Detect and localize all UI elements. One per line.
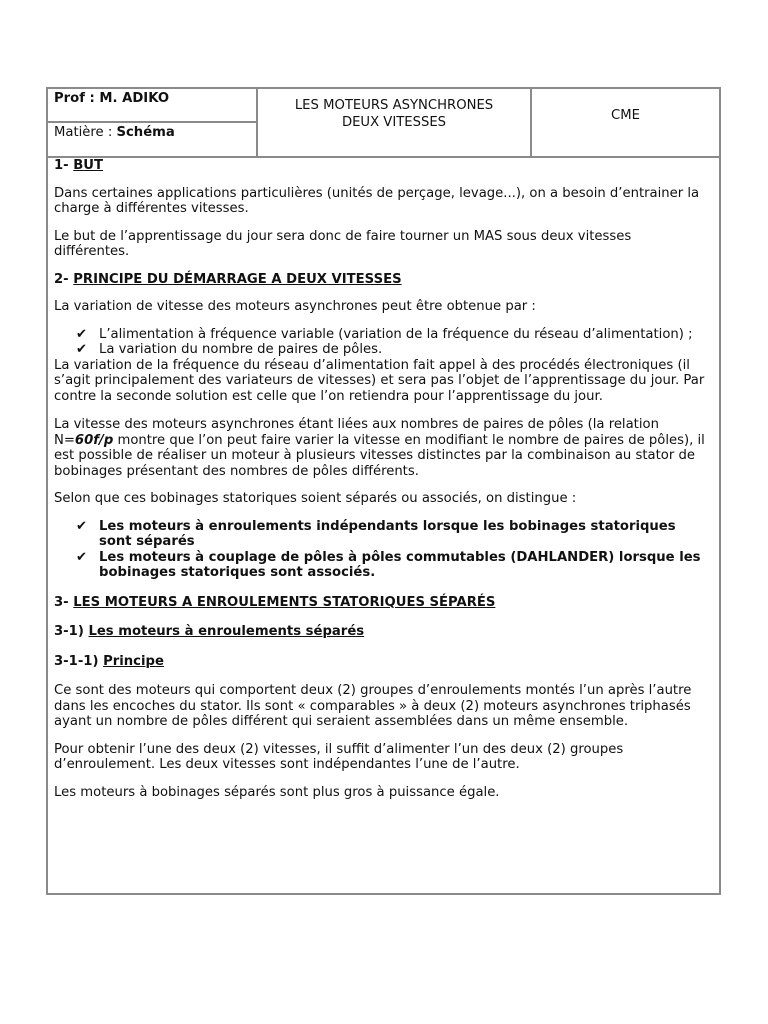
section-2-selon-paragraph: Selon que ces bobinages statoriques soient séparés ou associés, on distingue : xyxy=(54,491,577,506)
section-3-1-heading: 3-1) Les moteurs à enroulements séparés xyxy=(54,624,365,639)
section-3-paragraph-3: Les moteurs à bobinages séparés sont plus gros à puissance égale. xyxy=(54,784,500,800)
checkmark-icon: ✔ xyxy=(76,518,88,534)
section-3-1-1-heading: 3-1-1) Principe xyxy=(54,653,164,669)
header-divider xyxy=(48,121,256,123)
checkmark-icon: ✔ xyxy=(76,342,88,357)
section-3-paragraph-2: Pour obtenir l’une des deux (2) vitesses, il suffit d’alimenter l’un des deux (2) groupes d’enroulement. Les deux vitesses sont indépendantes l’une de l’autre. xyxy=(54,741,624,772)
section-2-heading: 2- PRINCIPE DU DÉMARRAGE A DEUX VITESSES xyxy=(54,271,402,287)
header-title-cell xyxy=(258,89,532,156)
subject-value: Schéma xyxy=(116,125,175,140)
speed-formula: 60f/p xyxy=(74,432,114,448)
document-frame xyxy=(46,87,721,895)
checkmark-icon: ✔ xyxy=(76,549,88,565)
header-code-cell xyxy=(532,89,719,156)
header-table xyxy=(48,89,719,158)
list-item: ✔ La variation du nombre de paires de pôles. xyxy=(76,342,383,357)
course-code: CME xyxy=(611,108,640,123)
section-1-heading: 1- BUT xyxy=(54,158,104,173)
section-3-paragraph-1: Ce sont des moteurs qui comportent deux (2) groupes d’enroulements montés l’un après l’autre dans les encoches du stator. Ils sont « comparables » à deux (2) moteurs asynchrones triphasés ayant un nombre de pôles différent qui seraient assemblées dans un même ensemble. xyxy=(54,683,692,729)
title-line-2: DEUX VITESSES xyxy=(341,115,447,130)
list-item: ✔ Les moteurs à couplage de pôles à pôles commutables (DAHLANDER) lorsque les bobinages statoriques sont associés. xyxy=(76,549,701,580)
checkmark-icon: ✔ xyxy=(76,326,88,342)
section-1-paragraph-1: Dans certaines applications particulières (unités de perçage, levage...), on a besoin d’entrainer la charge à différentes vitesses. xyxy=(54,185,700,216)
list-item: ✔ Les moteurs à enroulements indépendants lorsque les bobinages statoriques sont séparés xyxy=(76,518,676,549)
header-left-cell xyxy=(48,89,258,156)
subject xyxy=(54,125,175,140)
subject-label: Matière : xyxy=(54,125,117,140)
prof-name: Prof : M. ADIKO xyxy=(54,91,170,106)
section-2-intro: La variation de vitesse des moteurs asynchrones peut être obtenue par : xyxy=(54,299,536,314)
section-2-speed-paragraph: La vitesse des moteurs asynchrones étant liées aux nombres de paires de pôles (la relation N=60f/p montre que l’on peut faire varier la vitesse en modifiant le nombre de paires de pôles), il est possible de réaliser un moteur à plusieurs vitesses distinctes par la combinaison au stator de bobinages présentant des nombres de pôles différents. xyxy=(54,417,705,479)
motor-types-list xyxy=(54,519,709,581)
variation-methods-list xyxy=(54,327,709,358)
document-body xyxy=(54,156,709,800)
section-3-heading: 3- LES MOTEURS A ENROULEMENTS STATORIQUES SÉPARÉS xyxy=(54,594,496,610)
list-item: ✔ L’alimentation à fréquence variable (variation de la fréquence du réseau d’alimentation) ; xyxy=(76,326,693,342)
section-1-paragraph-2: Le but de l’apprentissage du jour sera donc de faire tourner un MAS sous deux vitesses différentes. xyxy=(54,228,632,259)
section-2-frequency-paragraph: La variation de la fréquence du réseau d’alimentation fait appel à des procédés électroniques (il s’agit principalement des variateurs de vitesses) et sera pas l’objet de l’apprentissage du jour. Par contre la seconde solution est celle que l’on retiendra pour l’apprentissage du jour. xyxy=(54,357,705,404)
title-line-1: LES MOTEURS ASYNCHRONES xyxy=(294,98,494,113)
